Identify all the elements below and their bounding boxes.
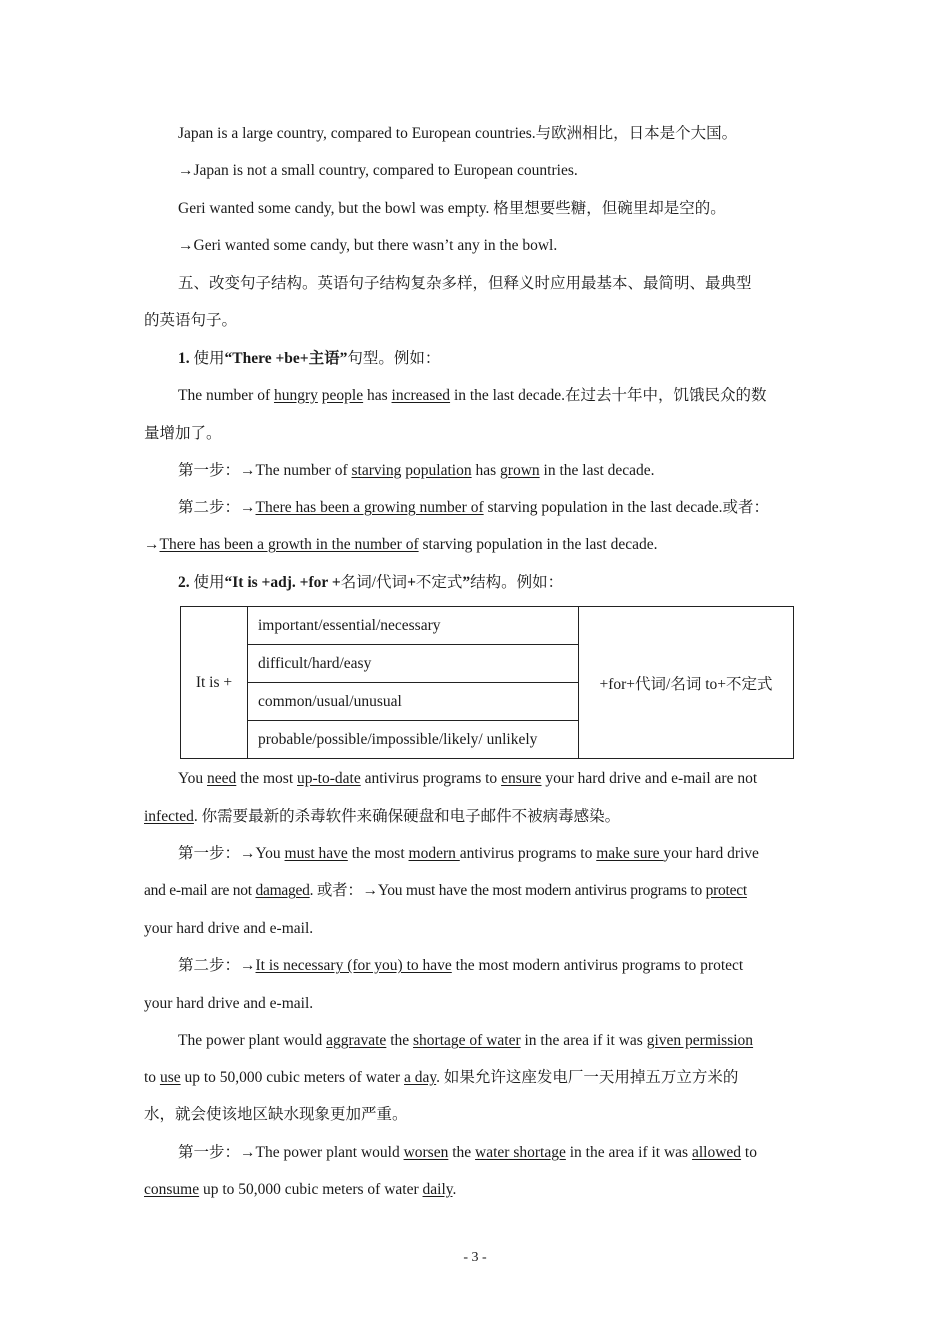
- text-line: 水，就会使该地区缺水现象更加严重。: [144, 1106, 408, 1123]
- table-cell: probable/possible/impossible/likely/ unlikely: [248, 721, 579, 759]
- underlined-word: people: [321, 387, 364, 404]
- text-span: the: [386, 1032, 414, 1049]
- text-line: 量增加了。: [144, 425, 222, 442]
- text-span: your hard drive: [663, 845, 759, 862]
- text-line: [144, 1179, 808, 1201]
- text-line: [144, 1067, 808, 1089]
- underlined-word: daily: [422, 1181, 453, 1198]
- table-cell: common/usual/unusual: [248, 683, 579, 721]
- underlined-phrase: There has been a growth in the number of: [159, 536, 419, 553]
- text-line: [178, 497, 808, 519]
- page-number: - 3 -: [463, 1250, 487, 1265]
- table-tail-cell: +for+代词/名词 to+不定式: [579, 607, 794, 759]
- text-span: in the area if it was: [520, 1032, 647, 1049]
- heading-text: “It is +adj. +for +: [224, 574, 341, 591]
- text-span: to: [144, 1069, 160, 1086]
- underlined-word: increased: [391, 387, 451, 404]
- text-span: your hard drive and e-mail are not: [541, 770, 758, 787]
- heading-text: 结构。例如：: [470, 574, 564, 591]
- underlined-word: worsen: [403, 1144, 449, 1161]
- heading-text: 使用: [193, 574, 225, 591]
- underlined-phrase: a day: [404, 1069, 437, 1086]
- underlined-phrase: water shortage: [475, 1144, 566, 1161]
- text-span: starving population in the last decade.: [418, 536, 658, 553]
- table-cell: difficult/hard/easy: [248, 645, 579, 683]
- heading-text: 主语: [308, 350, 340, 367]
- text-line: Japan is a large country, compared to European countries.与欧洲相比，日本是个大国。: [178, 125, 738, 142]
- text-span: in the area if it was: [565, 1144, 692, 1161]
- heading-text: /: [371, 574, 377, 591]
- text-span: 第一步：→You: [178, 845, 285, 862]
- text-span: the most modern antivirus programs to protect: [451, 957, 744, 974]
- underlined-word: make sure: [596, 845, 664, 862]
- text-line: [178, 385, 808, 407]
- text-span: has: [363, 387, 392, 404]
- underlined-word: up-to-date: [297, 770, 361, 787]
- section-heading: [178, 572, 808, 594]
- table-cell: important/essential/necessary: [248, 607, 579, 645]
- underlined-word: damaged: [255, 882, 310, 899]
- text-span: up to 50,000 cubic meters of water: [180, 1069, 405, 1086]
- underlined-word: consume: [144, 1181, 200, 1198]
- text-span: 第二步：→: [178, 957, 256, 974]
- underlined-word: starving: [351, 462, 402, 479]
- text-span: antivirus programs to: [459, 845, 597, 862]
- text-span: starving population in the last decade.或者：: [483, 499, 770, 516]
- structure-table: [180, 606, 794, 759]
- text-span: You: [178, 770, 208, 787]
- text-span: 第一步：→The power plant would: [178, 1144, 404, 1161]
- text-span: antivirus programs to: [360, 770, 502, 787]
- heading-text: +: [407, 574, 416, 591]
- text-span: to: [741, 1144, 757, 1161]
- text-line: 的英语句子。: [144, 312, 238, 329]
- text-span: . 你需要最新的杀毒软件来确保硬盘和电子邮件不被病毒感染。: [193, 808, 621, 825]
- heading-text: 使用: [193, 350, 225, 367]
- text-span: →: [144, 536, 160, 553]
- underlined-word: need: [207, 770, 237, 787]
- text-span: . 如果允许这座发电厂一天用掉五万立方米的: [436, 1069, 739, 1086]
- text-span: has: [471, 462, 501, 479]
- text-span: The power plant would: [178, 1032, 327, 1049]
- text-span: 第二步：→: [178, 499, 256, 516]
- underlined-word: allowed: [691, 1144, 742, 1161]
- underlined-word: use: [159, 1069, 181, 1086]
- text-line: [178, 1030, 808, 1052]
- text-line: [178, 955, 808, 977]
- underlined-phrase: There has been a growing number of: [255, 499, 484, 516]
- text-line: your hard drive and e-mail.: [144, 920, 314, 937]
- text-line: your hard drive and e-mail.: [144, 995, 314, 1012]
- text-span: up to 50,000 cubic meters of water: [199, 1181, 423, 1198]
- heading-number: 2.: [178, 574, 190, 591]
- table-lead-cell: It is +: [181, 607, 248, 759]
- text-span: . 或者：→You must have the most modern antivirus programs to: [309, 882, 706, 899]
- heading-text: ”: [462, 574, 471, 591]
- text-line: [178, 768, 808, 790]
- text-span: the most: [347, 845, 409, 862]
- text-line: [144, 534, 808, 556]
- text-span: 第一步：→The number of: [178, 462, 352, 479]
- text-line: Geri wanted some candy, but the bowl was empty. 格里想要些糖，但碗里却是空的。: [178, 200, 726, 217]
- text-line: →Geri wanted some candy, but there wasn’t any in the bowl.: [178, 237, 558, 254]
- text-line: [144, 806, 808, 828]
- text-line: →Japan is not a small country, compared to European countries.: [178, 162, 578, 179]
- text-span: in the last decade.在过去十年中，饥饿民众的数: [450, 387, 767, 404]
- underlined-word: hungry: [273, 387, 318, 404]
- underlined-word: aggravate: [326, 1032, 387, 1049]
- text-span: .: [452, 1181, 457, 1198]
- underlined-word: grown: [500, 462, 540, 479]
- text-line: [178, 1142, 808, 1164]
- heading-text: 代词: [376, 574, 408, 591]
- text-line: 五、改变句子结构。英语句子结构复杂多样，但释义时应用最基本、最简明、最典型: [178, 275, 752, 292]
- text-line: [178, 843, 808, 865]
- underlined-phrase: given permission: [646, 1032, 754, 1049]
- section-heading: [178, 348, 808, 370]
- text-span: in the last decade.: [539, 462, 655, 479]
- underlined-word: population: [405, 462, 472, 479]
- heading-text: 句型。例如：: [347, 350, 441, 367]
- underlined-word: must have: [284, 845, 348, 862]
- underlined-word: modern: [408, 845, 460, 862]
- text-line: [144, 880, 808, 902]
- heading-text: 不定式: [415, 574, 463, 591]
- text-span: the: [448, 1144, 476, 1161]
- underlined-word: ensure: [501, 770, 542, 787]
- heading-text: 名词: [340, 574, 372, 591]
- text-span: the most: [236, 770, 298, 787]
- heading-text: “There +be+: [224, 350, 309, 367]
- underlined-word: infected: [144, 808, 194, 825]
- heading-text: ”: [339, 350, 348, 367]
- text-span: The number of: [178, 387, 274, 404]
- underlined-phrase: shortage of water: [413, 1032, 521, 1049]
- underlined-phrase: It is necessary (for you) to have: [255, 957, 452, 974]
- heading-number: 1.: [178, 350, 190, 367]
- text-line: [178, 460, 808, 482]
- underlined-word: protect: [705, 882, 747, 899]
- text-span: and e-mail are not: [144, 882, 256, 899]
